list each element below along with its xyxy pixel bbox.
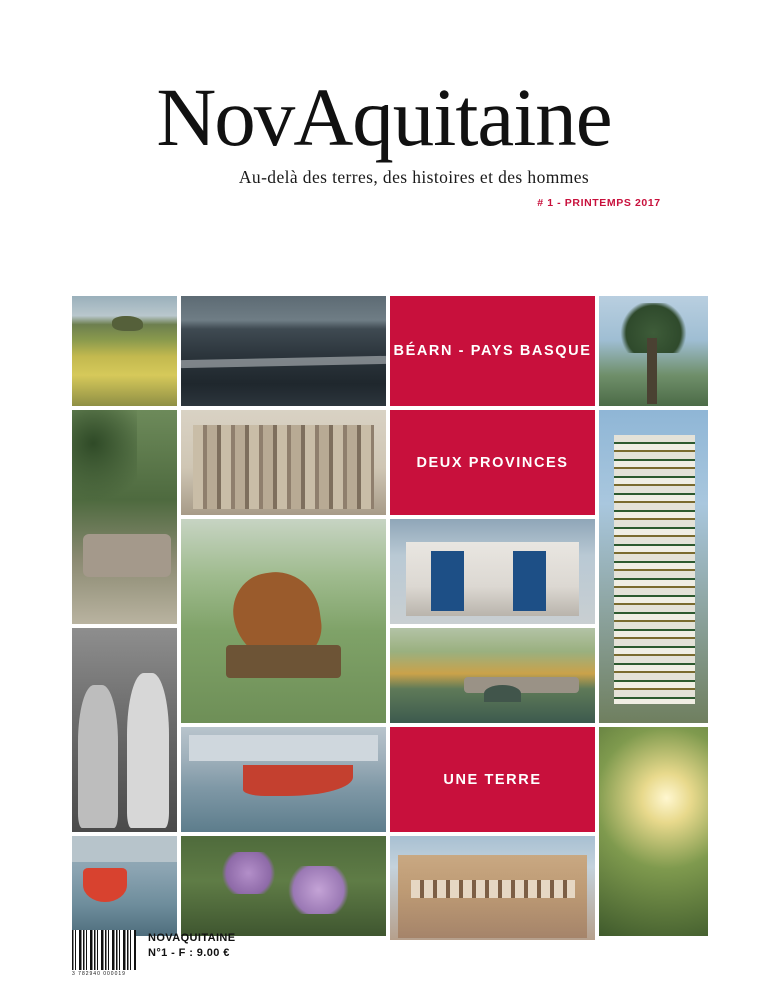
- overlay-deux-provinces: [390, 410, 595, 515]
- photo-garden-stairs: [72, 410, 177, 624]
- photo-direction-signs: [599, 410, 708, 723]
- photo-basque-house: [390, 519, 595, 624]
- footer-title: NOVAQUITAINE: [148, 932, 236, 944]
- photo-horse-jumping: [181, 519, 386, 723]
- cover-footer: [72, 930, 696, 978]
- overlay-label-3: UNE TERRE: [443, 771, 542, 788]
- logo-part-nov: Nov: [156, 71, 294, 163]
- photo-stone-statues: [181, 410, 386, 515]
- overlay-une-terre: [390, 727, 595, 832]
- overlay-label-1: BÉARN - PAYS BASQUE: [393, 343, 592, 359]
- overlay-bearn-pays-basque: [390, 296, 595, 406]
- photo-sun-through-trees: [599, 727, 708, 936]
- photo-palm-tree: [599, 296, 708, 406]
- barcode-block: [72, 930, 136, 977]
- footer-text-block: [148, 930, 236, 959]
- overlay-label-2: DEUX PROVINCES: [416, 454, 569, 471]
- barcode-icon: [72, 930, 136, 970]
- photo-river-quay: [181, 727, 386, 832]
- photo-hydrangeas: [181, 836, 386, 936]
- masthead: [0, 71, 768, 209]
- magazine-tagline: Au-delà des terres, des histoires et des hommes: [238, 166, 590, 187]
- photo-thermal-building: [390, 836, 595, 940]
- photo-vineyard-village: [72, 296, 177, 406]
- footer-price: N°1 - F : 9.00 €: [148, 947, 230, 959]
- photo-vintage-portrait: [72, 628, 177, 832]
- magazine-logo: [0, 71, 768, 163]
- photo-stone-bridge: [390, 628, 595, 723]
- photo-fishing-boat: [72, 836, 177, 936]
- issue-number: # 1 - PRINTEMPS 2017: [537, 196, 661, 209]
- photo-ocean-waves: [181, 296, 386, 406]
- photo-mosaic: [72, 296, 696, 916]
- logo-part-aquitaine: Aquitaine: [293, 71, 612, 163]
- barcode-number: 3 782940 000019: [72, 971, 126, 977]
